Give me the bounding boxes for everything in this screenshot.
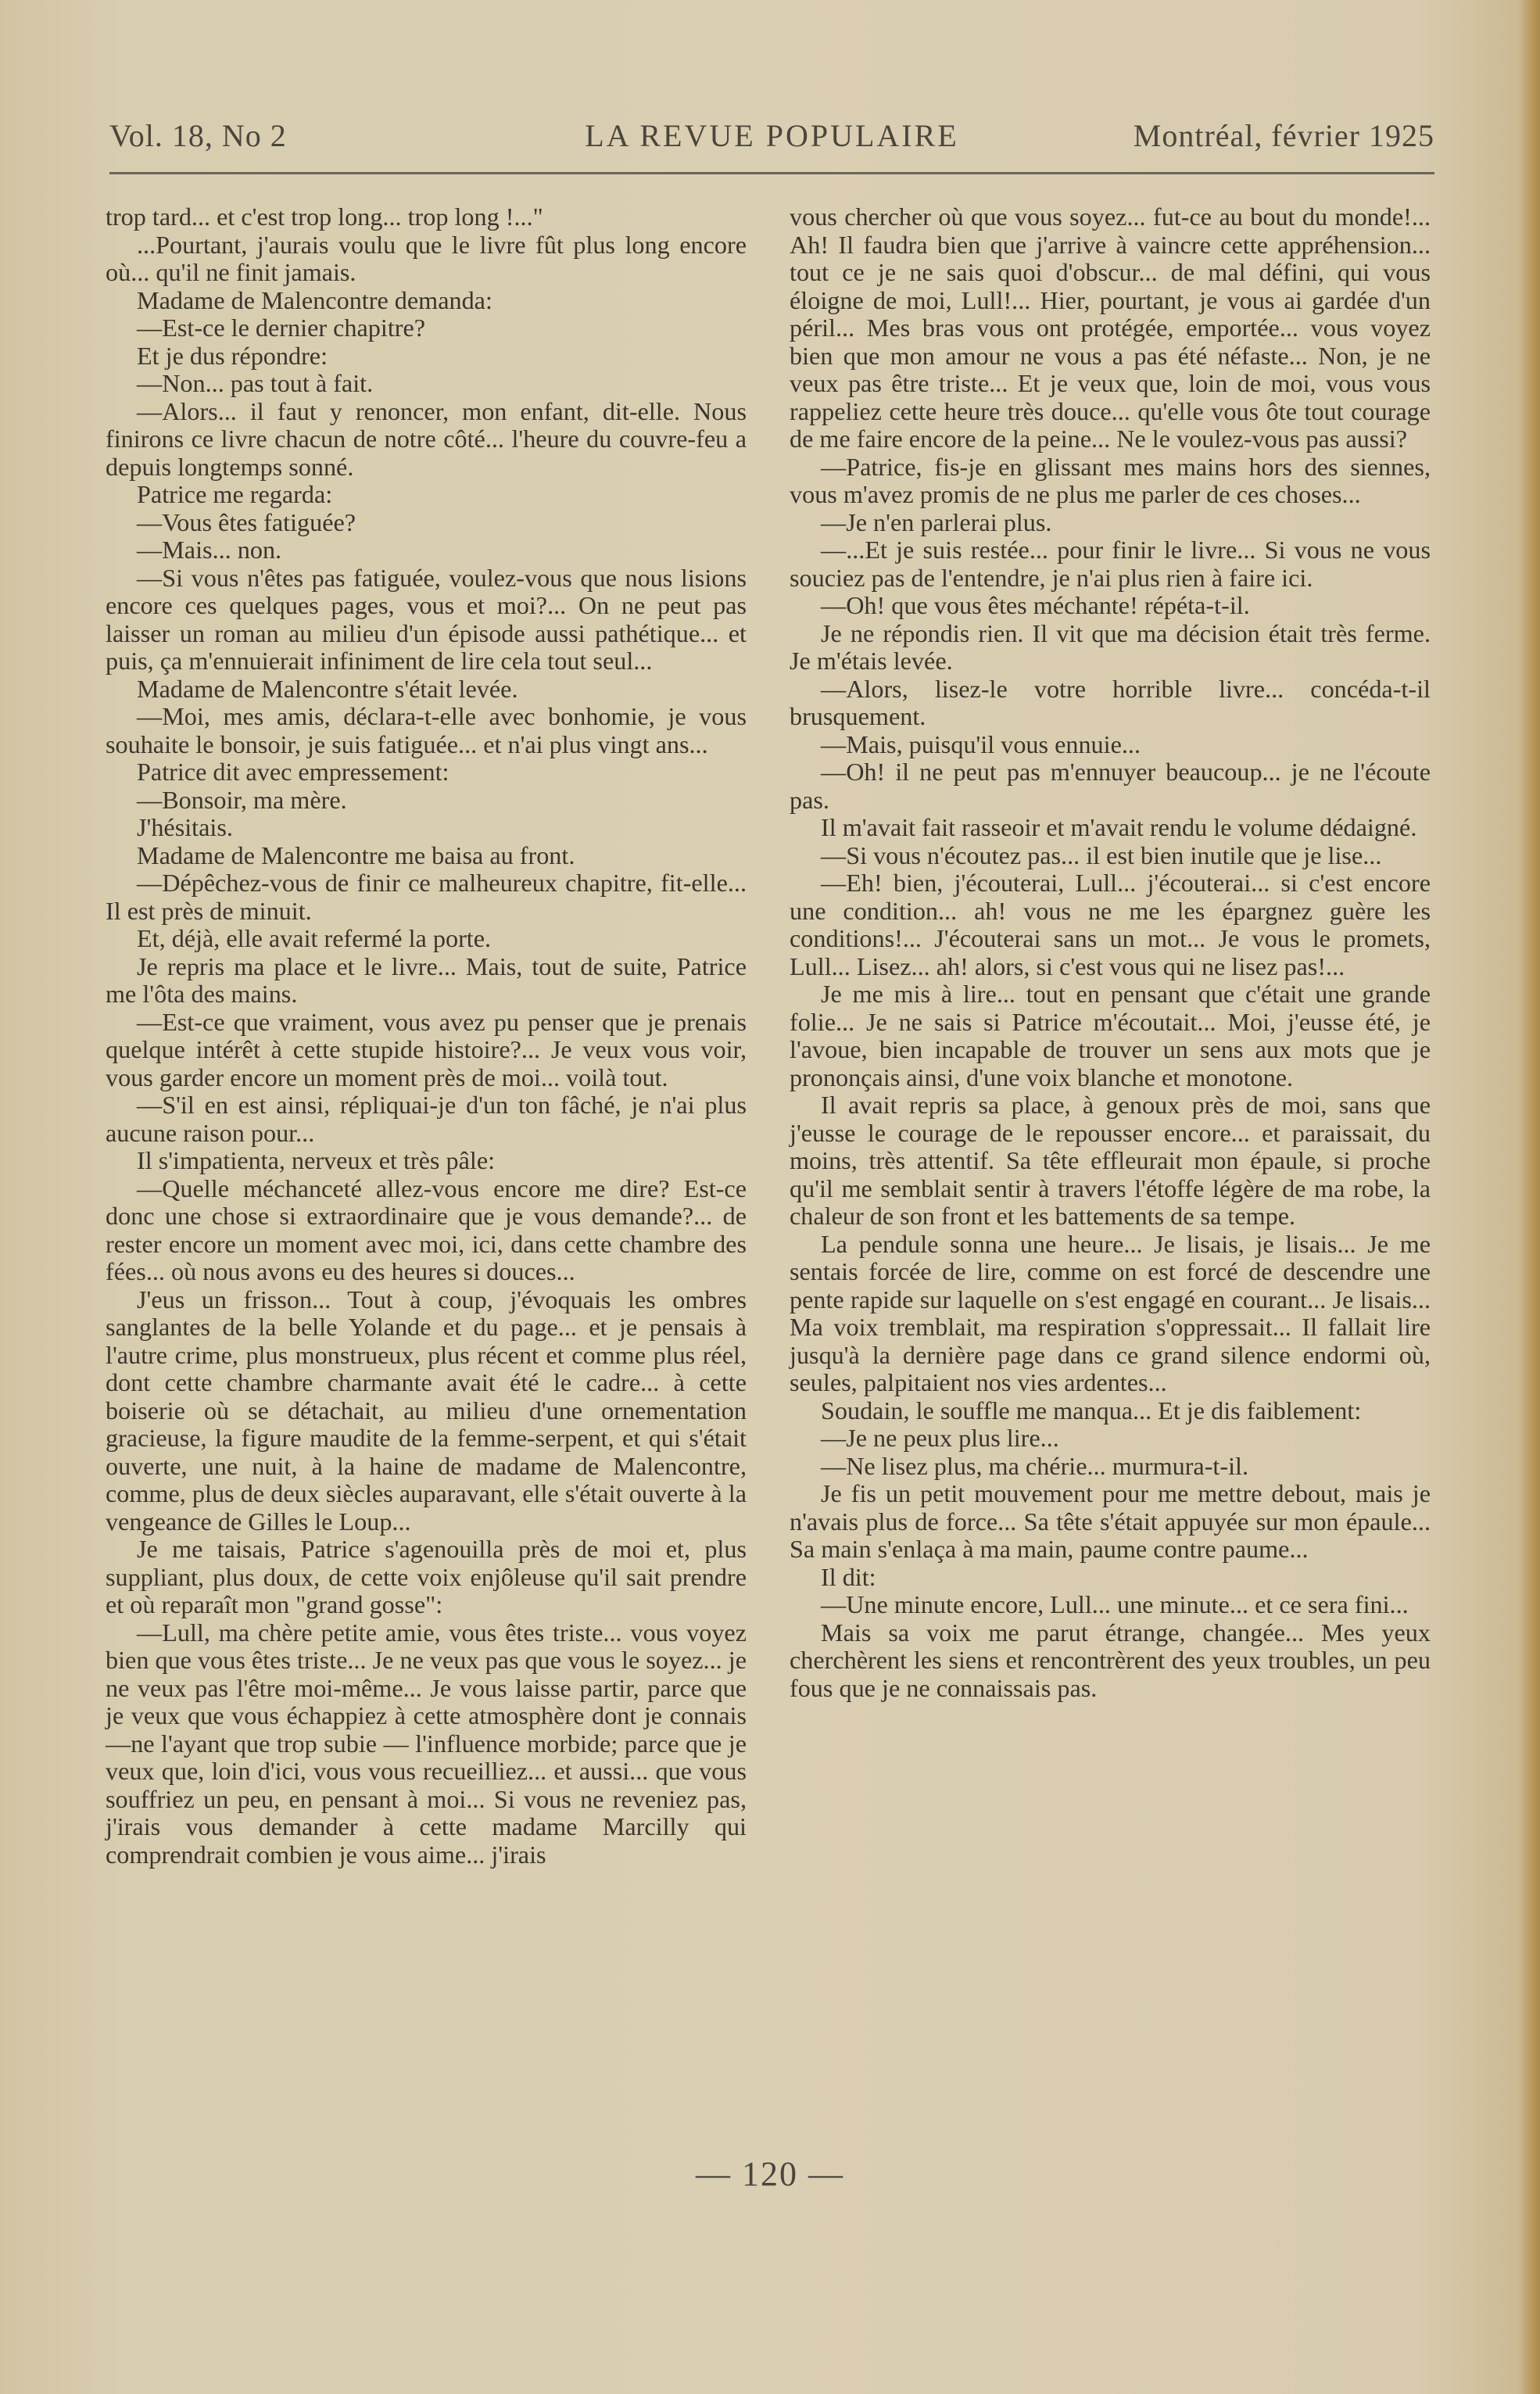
paragraph: —Une minute encore, Lull... une minute... et ce sera fini... (821, 1590, 1409, 1618)
paragraph: —Est-ce que vraiment, vous avez pu penser que je prenais quelque intérêt à cette stupide histoire?... Je veux vous voir, vous garder encore un moment près de moi... voilà tout. (106, 1007, 747, 1091)
paragraph: Patrice me regarda: (137, 480, 333, 508)
paragraph: Je fis un petit mouvement pour me mettre debout, mais je n'avais plus de force... Sa tête s'était appuyée sur mon épaule... Sa main s'enlaça à ma main, paume contre paume... (790, 1479, 1431, 1563)
paragraph: —Eh! bien, j'écouterai, Lull... j'écouterai... si c'est encore une condition... ah! vous ne me les épargnez guère les conditions!... J'écouterai sans un mot... Je vous le promets, Lull... Lisez... ah! alors, si c'est vous qui ne lisez pas!... (790, 869, 1431, 980)
paragraph: ...Pourtant, j'aurais voulu que le livre fût plus long encore où... qu'il ne finit jamais. (106, 230, 747, 286)
paragraph: —...Et je suis restée... pour finir le livre... Si vous ne vous souciez pas de l'entendre, je n'ai plus rien à faire ici. (790, 536, 1431, 592)
paragraph: —Mais... non. (137, 536, 282, 564)
paragraph: —Alors, lisez-le votre horrible livre... concéda-t-il brusquement. (790, 674, 1431, 730)
paragraph: J'hésitais. (137, 813, 233, 841)
paragraph: Il avait repris sa place, à genoux près de moi, sans que j'eusse le courage de le repousser encore... et paraissait, du moins, très attentif. Sa tête effleurait mon épaule, si proche qu'il me semblait sentir à travers l'étoffe légère de ma robe, la chaleur de son front et les battements de sa tempe. (790, 1091, 1431, 1230)
paragraph: —Patrice, fis-je en glissant mes mains hors des siennes, vous m'avez promis de ne plus me parler de ces choses... (790, 452, 1431, 508)
paragraph: trop tard... et c'est trop long... trop long !..." (106, 202, 543, 231)
paragraph: —Je ne peux plus lire... (821, 1424, 1059, 1452)
paragraph: —Moi, mes amis, déclara-t-elle avec bonhomie, je vous souhaite le bonsoir, je suis fatiguée... et n'ai plus vingt ans... (106, 702, 747, 758)
paragraph: Je repris ma place et le livre... Mais, tout de suite, Patrice me l'ôta des mains. (106, 952, 747, 1008)
paragraph: Madame de Malencontre s'était levée. (137, 674, 518, 703)
paragraph: —Vous êtes fatiguée? (137, 507, 356, 536)
paragraph: —S'il en est ainsi, répliquai-je d'un ton fâché, je n'ai plus aucune raison pour... (106, 1091, 747, 1147)
paragraph: —Si vous n'écoutez pas... il est bien inutile que je lise... (821, 840, 1382, 869)
paragraph: Madame de Malencontre demanda: (137, 285, 492, 314)
paragraph: Il dit: (821, 1562, 876, 1591)
paragraph: vous chercher où que vous soyez... fut-ce au bout du monde!... Ah! Il faudra bien que j'arrive à vaincre cette appréhension... tout ce je ne sais quoi d'obscur... de mal défini, qui vous éloigne de moi, Lull!... Hier, pourtant, je vous ai gardée d'un péril... Mes bras vous ont protégée, emportée... vous voyez bien que mon amour ne vous a pas été néfaste... Non, je ne veux pas être triste... Et je veux que, loin de moi, vous vous rappeliez cette heure très douce... qu'elle vous ôte tout courage de me faire encore de la peine... Ne le voulez-vous pas aussi? (790, 202, 1431, 453)
paragraph: —Bonsoir, ma mère. (137, 785, 347, 814)
paragraph: —Si vous n'êtes pas fatiguée, voulez-vous que nous lisions encore ces quelques pages, vous et moi?... On ne peut pas laisser un roman au milieu d'un épisode aussi pathétique... et puis, ça m'ennuierait infiniment de lire cela tout seul... (106, 563, 747, 675)
volume-number: Vol. 18, No 2 (109, 118, 287, 153)
paragraph: Il s'impatienta, nerveux et très pâle: (137, 1146, 496, 1174)
paragraph: La pendule sonna une heure... Je lisais, je lisais... Je me sentais forcée de lire, comme on est forcé de descendre une pente rapide sur laquelle on s'est engagé en courant... Je lisais... Ma voix tremblait, ma respiration s'oppressait... Il fallait lire jusqu'à la dernière page dans ce grand silence endormi où, seules, palpitaient nos vies ardentes... (790, 1229, 1431, 1396)
paragraph: Je me mis à lire... tout en pensant que c'était une grande folie... Je ne sais si Patrice m'écoutait... Moi, j'eusse été, je l'avoue, bien incapable de trouver un sens aux mots que je prononçais ainsi, d'une voix blanche et monotone. (790, 980, 1431, 1091)
paragraph: Madame de Malencontre me baisa au front. (137, 840, 575, 869)
header-rule (109, 172, 1434, 174)
paragraph: Il m'avait fait rasseoir et m'avait rendu le volume dédaigné. (821, 813, 1417, 841)
text-column-right (790, 203, 1431, 1702)
paragraph: —Dépêchez-vous de finir ce malheureux chapitre, fit-elle... Il est près de minuit. (106, 869, 747, 925)
paragraph: —Est-ce le dernier chapitre? (137, 314, 426, 342)
place-date: Montréal, février 1925 (1133, 118, 1434, 153)
page-edge (1518, 0, 1540, 2394)
paragraph: Patrice dit avec empressement: (137, 758, 449, 786)
paragraph: —Quelle méchanceté allez-vous encore me dire? Est-ce donc une chose si extraordinaire que je vous demande?... de rester encore un moment avec moi, ici, dans cette chambre des fées... où nous avons eu des heures si douces... (106, 1174, 747, 1285)
page-number: — 120 — (696, 2155, 844, 2193)
paragraph: —Alors... il faut y renoncer, mon enfant, dit-elle. Nous finirons ce livre chacun de notre côté... l'heure du couvre-feu a depuis longtemps sonné. (106, 396, 747, 481)
paragraph: —Non... pas tout à fait. (137, 369, 374, 397)
paragraph: —Oh! il ne peut pas m'ennuyer beaucoup... je ne l'écoute pas. (790, 758, 1431, 814)
paragraph: —Je n'en parlerai plus. (821, 507, 1052, 536)
paragraph: Et je dus répondre: (137, 341, 328, 370)
running-header (109, 117, 1434, 164)
paragraph: J'eus un frisson... Tout à coup, j'évoquais les ombres sanglantes de la belle Yolande et du page... et je pensais à l'autre crime, plus monstrueux, plus récent et comme plus réel, dont cette chambre charmante avait été le cadre... à cette boiserie où se détachait, au milieu d'une ornementation gracieuse, la figure maudite de la femme-serpent, et qui s'était ouverte, une nuit, à la haine de madame de Malencontre, comme, plus de deux siècles auparavant, elle s'était ouverte à la vengeance de Gilles le Loup... (106, 1285, 747, 1536)
publication-title: LA REVUE POPULAIRE (585, 118, 959, 153)
paragraph: —Mais, puisqu'il vous ennuie... (821, 729, 1141, 758)
paragraph: Je ne répondis rien. Il vit que ma décision était très ferme. Je m'étais levée. (790, 618, 1431, 675)
paragraph: Et, déjà, elle avait refermé la porte. (137, 924, 492, 952)
paragraph: Mais sa voix me parut étrange, changée... Mes yeux cherchèrent les siens et rencontrèrent des yeux troubles, un peu fous que je ne connaissais pas. (790, 1618, 1431, 1702)
text-column-left (106, 203, 747, 1869)
paragraph: —Ne lisez plus, ma chérie... murmura-t-il. (821, 1451, 1249, 1480)
paragraph: —Lull, ma chère petite amie, vous êtes triste... vous voyez bien que vous êtes triste... Je ne veux pas que vous le soyez... je ne veux pas l'être moi-même... Je vous laisse partir, parce que je veux que vous échappiez à cette atmosphère dont je connais—ne l'ayant que trop subie — l'influence morbide; parce que je veux que, loin d'ici, vous vous recueilliez... et aussi... que vous souffriez un peu, en pensant à moi... Si vous ne reveniez pas, j'irais vous demander à cette madame Marcilly qui comprendrait combien je vous aime... j'irais (106, 1618, 747, 1869)
paragraph: —Oh! que vous êtes méchante! répéta-t-il. (821, 591, 1250, 619)
paragraph: Soudain, le souffle me manqua... Et je dis faiblement: (821, 1396, 1362, 1425)
paragraph: Je me taisais, Patrice s'agenouilla près de moi et, plus suppliant, plus doux, de cette voix enjôleuse qu'il sait prendre et où reparaît mon "grand gosse": (106, 1535, 747, 1618)
